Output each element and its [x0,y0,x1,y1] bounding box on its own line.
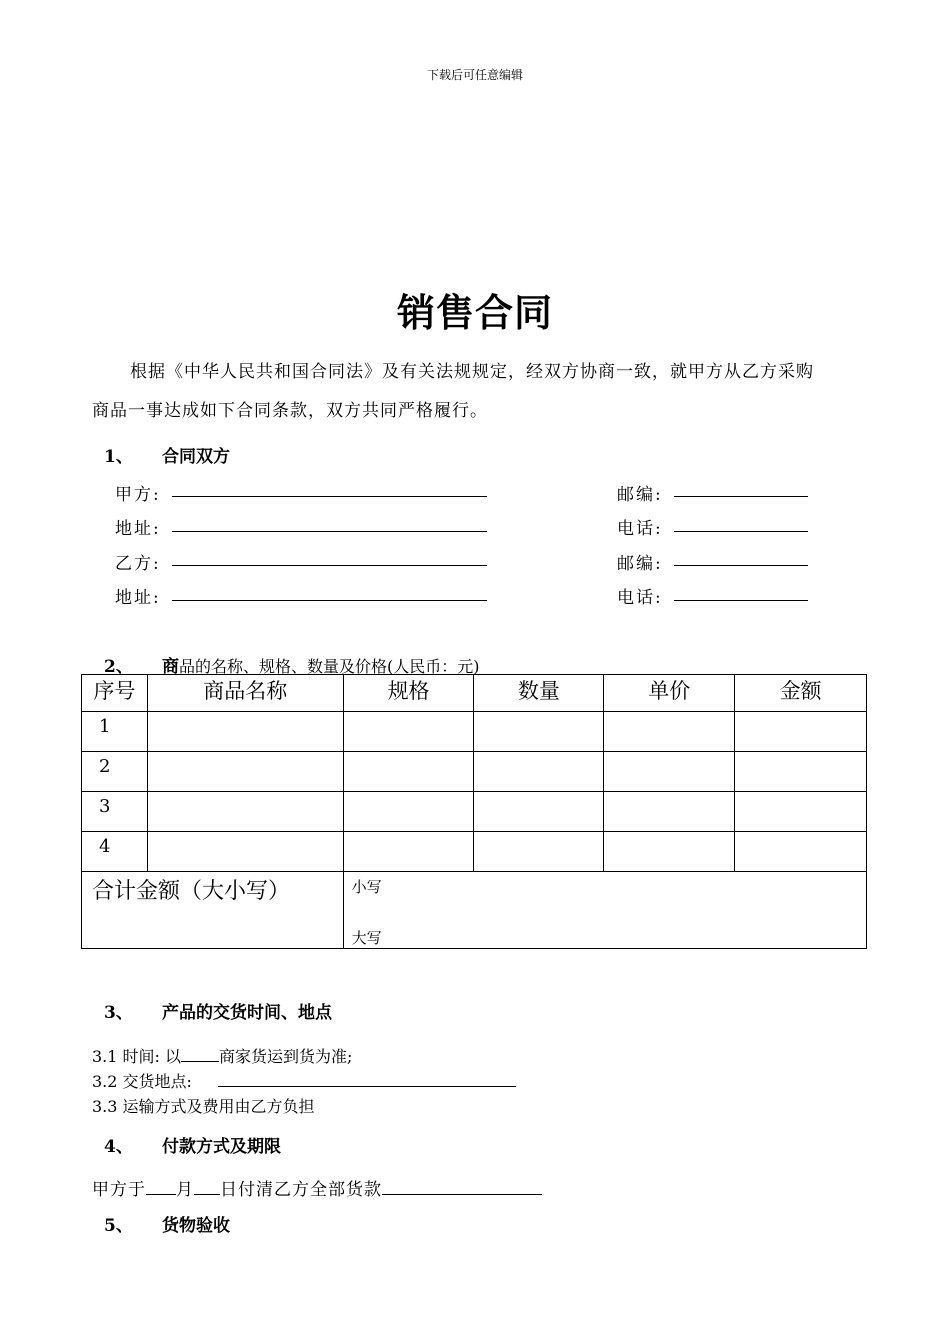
section-3-number: 3、 [104,1003,133,1023]
lowercase-amount-label: 小写 [351,878,382,896]
table-cell[interactable] [735,712,867,752]
intro-line-2: 商品一事达成如下合同条款，双方共同严格履行。 [92,401,488,421]
section-1-title: 合同双方 [162,447,230,467]
table-row [82,792,867,832]
delivery-place-label: 3.2 交货地点: [92,1072,192,1091]
row-index: 1 [82,712,148,752]
table-cell[interactable] [604,832,735,872]
row-index: 4 [82,832,148,872]
table-cell[interactable] [604,792,735,832]
section-5-title: 货物验收 [162,1216,230,1236]
table-cell[interactable] [604,712,735,752]
table-row [82,832,867,872]
payment-line [92,1175,542,1200]
section-5-heading [104,1211,230,1236]
intro-line-1: 根据《中华人民共和国合同法》及有关法规规定，经双方协商一致，就甲方从乙方采购 [130,362,814,382]
column-header: 规格 [343,675,474,712]
table-cell[interactable] [604,752,735,792]
delivery-place-field[interactable] [218,1086,516,1087]
section-5-number: 5、 [104,1216,133,1236]
row-index: 2 [82,752,148,792]
table-cell[interactable] [343,712,474,752]
table-cell[interactable] [147,712,343,752]
total-amount-label: 合计金额（大小写） [92,879,291,904]
table-cell[interactable] [735,752,867,792]
table-cell[interactable] [147,792,343,832]
section-1-number: 1、 [104,447,133,467]
column-header: 金额 [735,675,867,712]
delivery-time-prefix: 3.1 时间: 以 [92,1047,182,1066]
table-row [82,712,867,752]
row-index: 3 [82,792,148,832]
total-row [82,872,867,949]
table-cell[interactable] [474,752,604,792]
table-cell[interactable] [343,752,474,792]
column-header: 序号 [82,675,148,712]
payment-suffix: 日付清乙方全部货款 [220,1180,382,1200]
table-cell[interactable] [474,832,604,872]
address-b-label: 地址: [115,588,161,608]
phone-a-label: 电话: [617,519,663,539]
section-2-title: 品的名称、规格、数量及价格(人民币：元) [179,657,480,676]
payment-prefix: 甲方于 [92,1180,146,1200]
section-2-number: 2、 [104,657,133,677]
total-amount-cell[interactable] [343,872,866,949]
address-a-field[interactable] [172,531,487,532]
payment-amount-blank[interactable] [382,1180,542,1195]
phone-a-field[interactable] [674,531,808,532]
goods-table [81,674,867,949]
section-4-number: 4、 [104,1137,133,1157]
delivery-time-blank[interactable] [181,1047,219,1062]
section-1-heading [104,442,230,467]
table-cell[interactable] [735,832,867,872]
column-header: 商品名称 [147,675,343,712]
table-cell[interactable] [474,712,604,752]
table-cell[interactable] [343,792,474,832]
payment-month-blank[interactable] [146,1180,176,1195]
payment-month-label: 月 [176,1180,194,1200]
table-cell[interactable] [474,792,604,832]
section-4-heading [104,1132,281,1157]
address-a-label: 地址: [115,519,161,539]
column-header: 数量 [474,675,604,712]
delivery-time-line [92,1044,352,1067]
uppercase-amount-label: 大写 [351,929,382,947]
table-header-row [82,675,867,712]
address-b-field[interactable] [172,600,487,601]
zip-a-label: 邮编: [617,485,663,505]
zip-a-field[interactable] [674,496,808,497]
zip-b-field[interactable] [674,565,808,566]
table-row [82,752,867,792]
party-a-label: 甲方: [115,485,161,505]
table-cell[interactable] [343,832,474,872]
party-b-label: 乙方: [115,554,161,574]
table-cell[interactable] [735,792,867,832]
phone-b-field[interactable] [674,600,808,601]
zip-b-label: 邮编: [617,554,663,574]
party-b-field[interactable] [172,565,487,566]
transport-line: 3.3 运输方式及费用由乙方负担 [92,1097,315,1116]
section-3-title: 产品的交货时间、地点 [162,1003,332,1023]
document-title: 销售合同 [396,291,553,335]
column-header: 单价 [604,675,735,712]
payment-day-blank[interactable] [194,1180,220,1195]
table-cell[interactable] [147,832,343,872]
table-cell[interactable] [147,752,343,792]
page-header-note: 下载后可任意编辑 [426,68,523,82]
total-label-cell [82,872,344,949]
section-3-heading [104,998,332,1023]
party-a-field[interactable] [172,496,487,497]
phone-b-label: 电话: [617,588,663,608]
section-4-title: 付款方式及期限 [162,1137,281,1157]
delivery-time-suffix: 商家货运到货为准; [219,1047,353,1066]
section-2-title-bold: 商 [162,657,179,677]
